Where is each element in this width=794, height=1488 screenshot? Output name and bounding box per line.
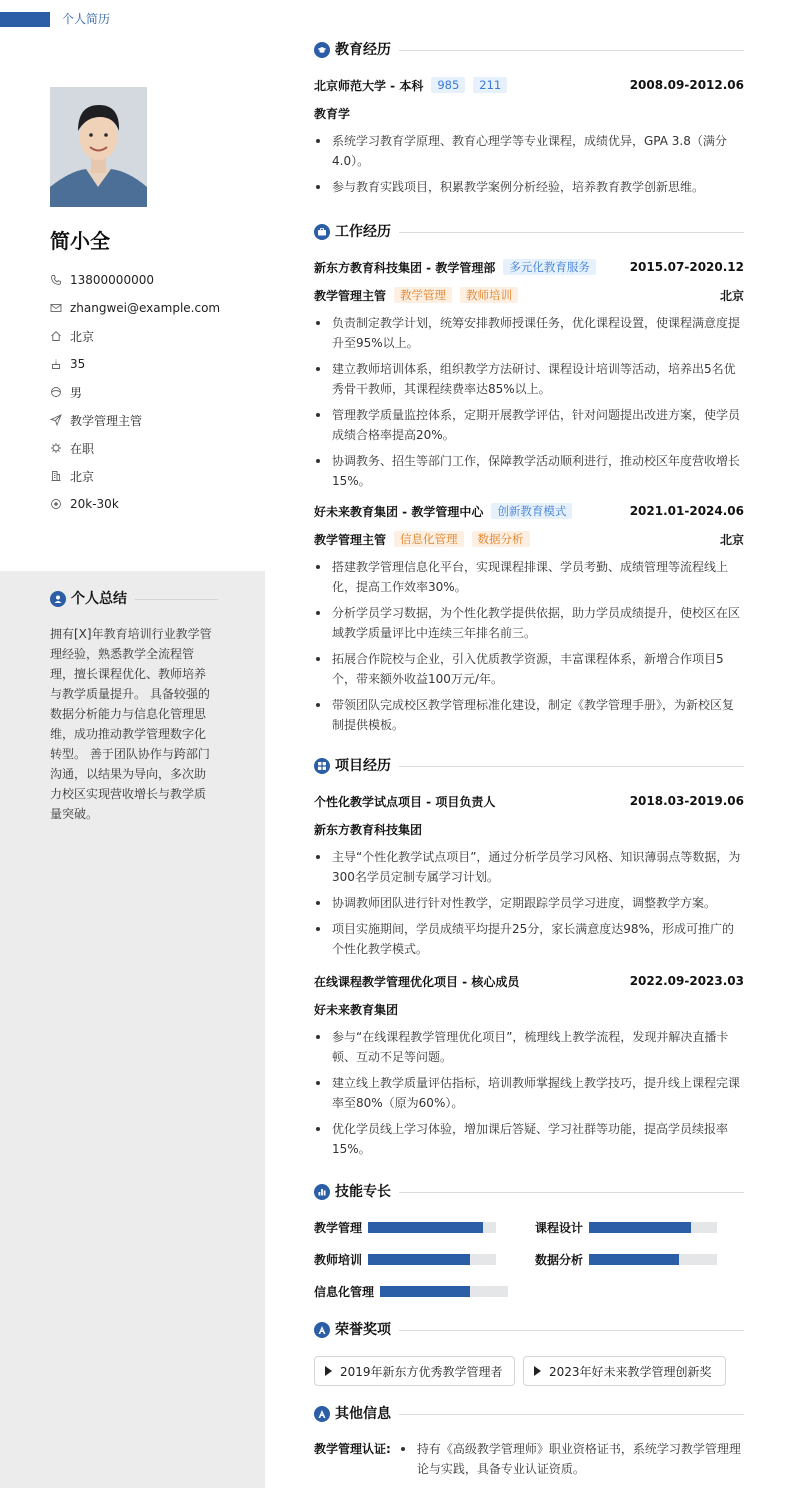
project-2-name: 在线课程教学管理优化项目 - 核心成员 [314,974,520,989]
skills-divider [399,1192,744,1193]
avatar-photo-icon [50,87,147,207]
skill-name: 教师培训 [314,1252,363,1267]
job-1-role-row [314,286,744,304]
info-gender [50,378,260,406]
project-2-org-row [314,1000,744,1018]
job-1-role-tag: 教学管理 [394,287,452,303]
project-1-org-row [314,820,744,838]
skill-fill [368,1254,470,1265]
project-1-bullets [314,847,744,965]
skill-name: 教学管理 [314,1220,363,1235]
award-chip [523,1356,726,1386]
education-tag-985: 985 [431,77,465,93]
list-item: 搭建教学管理信息化平台，实现课程排课、学员考勤、成绩管理等流程线上化，提高工作效率30%。 [314,557,744,597]
education-date: 2008.09-2012.06 [629,78,744,92]
other-divider [399,1414,744,1415]
education-school-row [314,76,744,94]
list-item: 持有《高级教学管理师》职业资格证书，系统学习教学管理理论与实践，具备专业认证资质。 [399,1439,744,1479]
building-icon [50,470,62,482]
education-title: 教育经历 [335,42,391,58]
projects-title: 项目经历 [335,758,391,774]
job-2-role-row [314,530,744,548]
job-1-company-row [314,258,744,276]
project-2-row [314,972,744,990]
list-item: 参与“在线课程教学管理优化项目”，梳理线上教学流程，发现并解决直播卡顿、互动不足等问题。 [314,1027,744,1067]
skill-bar [589,1222,717,1233]
award-chip [314,1356,515,1386]
list-item: 管理教学质量监控体系，定期开展教学评估，针对问题提出改进方案，使学员成绩合格率提高20%。 [314,405,744,445]
info-email-text: zhangwei@example.com [70,301,221,315]
other-title: 其他信息 [335,1406,391,1422]
award-text: 2019年新东方优秀教学管理者 [340,1364,503,1379]
info-phone [50,266,260,294]
project-2-org: 好未来教育集团 [314,1002,399,1017]
info-age [50,350,260,378]
education-divider [399,50,744,51]
summary-divider [135,599,218,600]
award-text: 2023年好未来教学管理创新奖 [549,1364,712,1379]
work-divider [399,232,744,233]
age-icon [50,358,62,370]
summary-title: 个人总结 [71,591,127,607]
bar-chart-icon [314,1184,330,1200]
project-2-date: 2022.09-2023.03 [629,974,744,988]
profile-name: 简小全 [50,229,110,253]
status-icon [50,442,62,454]
job-2-date: 2021.01-2024.06 [629,504,744,518]
job-2-company: 好未来教育集团 - 教学管理中心 [314,504,484,519]
graduation-cap-icon [314,42,330,58]
skill-bar [368,1222,496,1233]
skills-heading [314,1182,744,1202]
info-phone-text: 13800000000 [70,273,154,287]
list-item: 主导“个性化教学试点项目”，通过分析学员学习风格、知识薄弱点等数据，为300名学员定制专属学习计划。 [314,847,744,887]
job-2-role: 教学管理主管 [314,532,387,547]
skill-fill [589,1254,679,1265]
skill-fill [380,1286,470,1297]
projects-heading [314,756,744,776]
list-item: 分析学员学习数据，为个性化教学提供依据，助力学员成绩提升，使校区在区域教学质量评比中连续三年排名前三。 [314,603,744,643]
skill-item [314,1284,508,1298]
skill-bar [380,1286,508,1297]
education-school: 北京师范大学 - 本科 [314,78,424,93]
job-1-date: 2015.07-2020.12 [629,260,744,274]
summary-heading [50,589,218,609]
gender-icon [50,386,62,398]
list-item: 项目实施期间，学员成绩平均提升25分，家长满意度达98%，形成可推广的个性化教学模式。 [314,919,744,959]
info-position-text: 教学管理主管 [70,413,143,428]
info-icon [314,1406,330,1422]
job-1-company: 新东方教育科技集团 - 教学管理部 [314,260,496,275]
info-city [50,462,260,490]
skill-item [314,1252,496,1266]
info-gender-text: 男 [70,385,83,400]
list-item: 优化学员线上学习体验，增加课后答疑、学习社群等功能，提高学员续报率15%。 [314,1119,744,1159]
education-bullets [314,131,744,203]
list-item: 负责制定教学计划，统筹安排教师授课任务，优化课程设置，使课程满意度提升至95%以上。 [314,313,744,353]
list-item: 参与教育实践项目，积累教学案例分析经验，培养教育教学创新思维。 [314,177,744,197]
job-2-company-row [314,502,744,520]
info-salary-text: 20k-30k [70,497,119,511]
job-1-city: 北京 [719,288,744,303]
email-icon [50,302,62,314]
job-1-role-tag: 教师培训 [460,287,518,303]
user-icon [50,591,66,607]
project-1-org: 新东方教育科技集团 [314,822,423,837]
awards-divider [399,1330,744,1331]
other-info-row [314,1439,744,1479]
list-item: 带领团队完成校区教学管理标准化建设，制定《教学管理手册》，为新校区复制提供模板。 [314,695,744,735]
award-icon [314,1322,330,1338]
work-title: 工作经历 [335,224,391,240]
education-tag-211: 211 [473,77,507,93]
play-icon [325,1366,332,1376]
skill-fill [368,1222,483,1233]
list-item: 拓展合作院校与企业，引入优质教学资源，丰富课程体系，新增合作项目5个，带来额外收益100万元/年。 [314,649,744,689]
skill-item [535,1220,717,1234]
home-icon [50,330,62,342]
project-1-date: 2018.03-2019.06 [629,794,744,808]
education-heading [314,40,744,60]
info-status-text: 在职 [70,441,95,456]
skill-item [535,1252,717,1266]
project-1-row [314,792,744,810]
send-icon [50,414,62,426]
job-1-company-tag: 多元化教育服务 [503,259,596,275]
project-1-name: 个性化教学试点项目 - 项目负责人 [314,794,496,809]
info-home [50,322,260,350]
summary-text: 拥有[X]年教育培训行业教学管理经验，熟悉教学全流程管理，擅长课程优化、教师培养与教学质量提升。 具备较强的数据分析能力与信息化管理思维，成功推动教学管理数字化转型。 善于团队协作与跨部门沟通，以结果为导向，多次助力校区实现营收增长与教学质量突破。 [50,627,212,821]
job-1-role: 教学管理主管 [314,288,387,303]
projects-divider [399,766,744,767]
job-2-bullets [314,557,744,741]
education-major-row [314,104,744,122]
education-major: 教育学 [314,106,351,121]
info-home-text: 北京 [70,329,95,344]
briefcase-icon [314,224,330,240]
skill-bar [589,1254,717,1265]
work-heading [314,222,744,242]
skill-name: 课程设计 [535,1220,584,1235]
header-tag: 个人简历 [62,12,111,26]
info-salary [50,490,260,518]
skill-bar [368,1254,496,1265]
info-position [50,406,260,434]
job-2-city: 北京 [719,532,744,547]
list-item: 系统学习教育学原理、教育心理学等专业课程，成绩优异，GPA 3.8（满分4.0）。 [314,131,744,171]
info-status [50,434,260,462]
play-icon [534,1366,541,1376]
awards-title: 荣誉奖项 [335,1322,391,1338]
job-2-company-tag: 创新教育模式 [491,503,572,519]
skill-item [314,1220,496,1234]
job-1-bullets [314,313,744,497]
list-item: 协调教务、招生等部门工作，保障教学活动顺利进行，推动校区年度营收增长15%。 [314,451,744,491]
awards-heading [314,1320,744,1340]
phone-icon [50,274,62,286]
avatar [50,87,147,207]
list-item: 建立教师培训体系，组织教学方法研讨、课程设计培训等活动，培养出5名优秀骨干教师，其课程续费率达85%以上。 [314,359,744,399]
list-item: 建立线上教学质量评估指标，培训教师掌握线上教学技巧，提升线上课程完课率至80%（原为60%）。 [314,1073,744,1113]
skill-name: 数据分析 [535,1252,584,1267]
salary-icon [50,498,62,510]
skills-title: 技能专长 [335,1184,391,1200]
info-age-text: 35 [70,357,86,371]
grid-icon [314,758,330,774]
info-email [50,294,260,322]
other-label: 教学管理认证: [314,1442,391,1456]
contact-info-list [50,266,260,518]
header-accent-bar [0,12,50,27]
list-item: 协调教师团队进行针对性教学，定期跟踪学员学习进度，调整教学方案。 [314,893,744,913]
job-2-role-tag: 信息化管理 [394,531,464,547]
job-2-role-tag: 数据分析 [472,531,530,547]
project-2-bullets [314,1027,744,1165]
info-city-text: 北京 [70,469,95,484]
skill-name: 信息化管理 [314,1284,375,1299]
skill-fill [589,1222,691,1233]
other-heading [314,1404,744,1424]
